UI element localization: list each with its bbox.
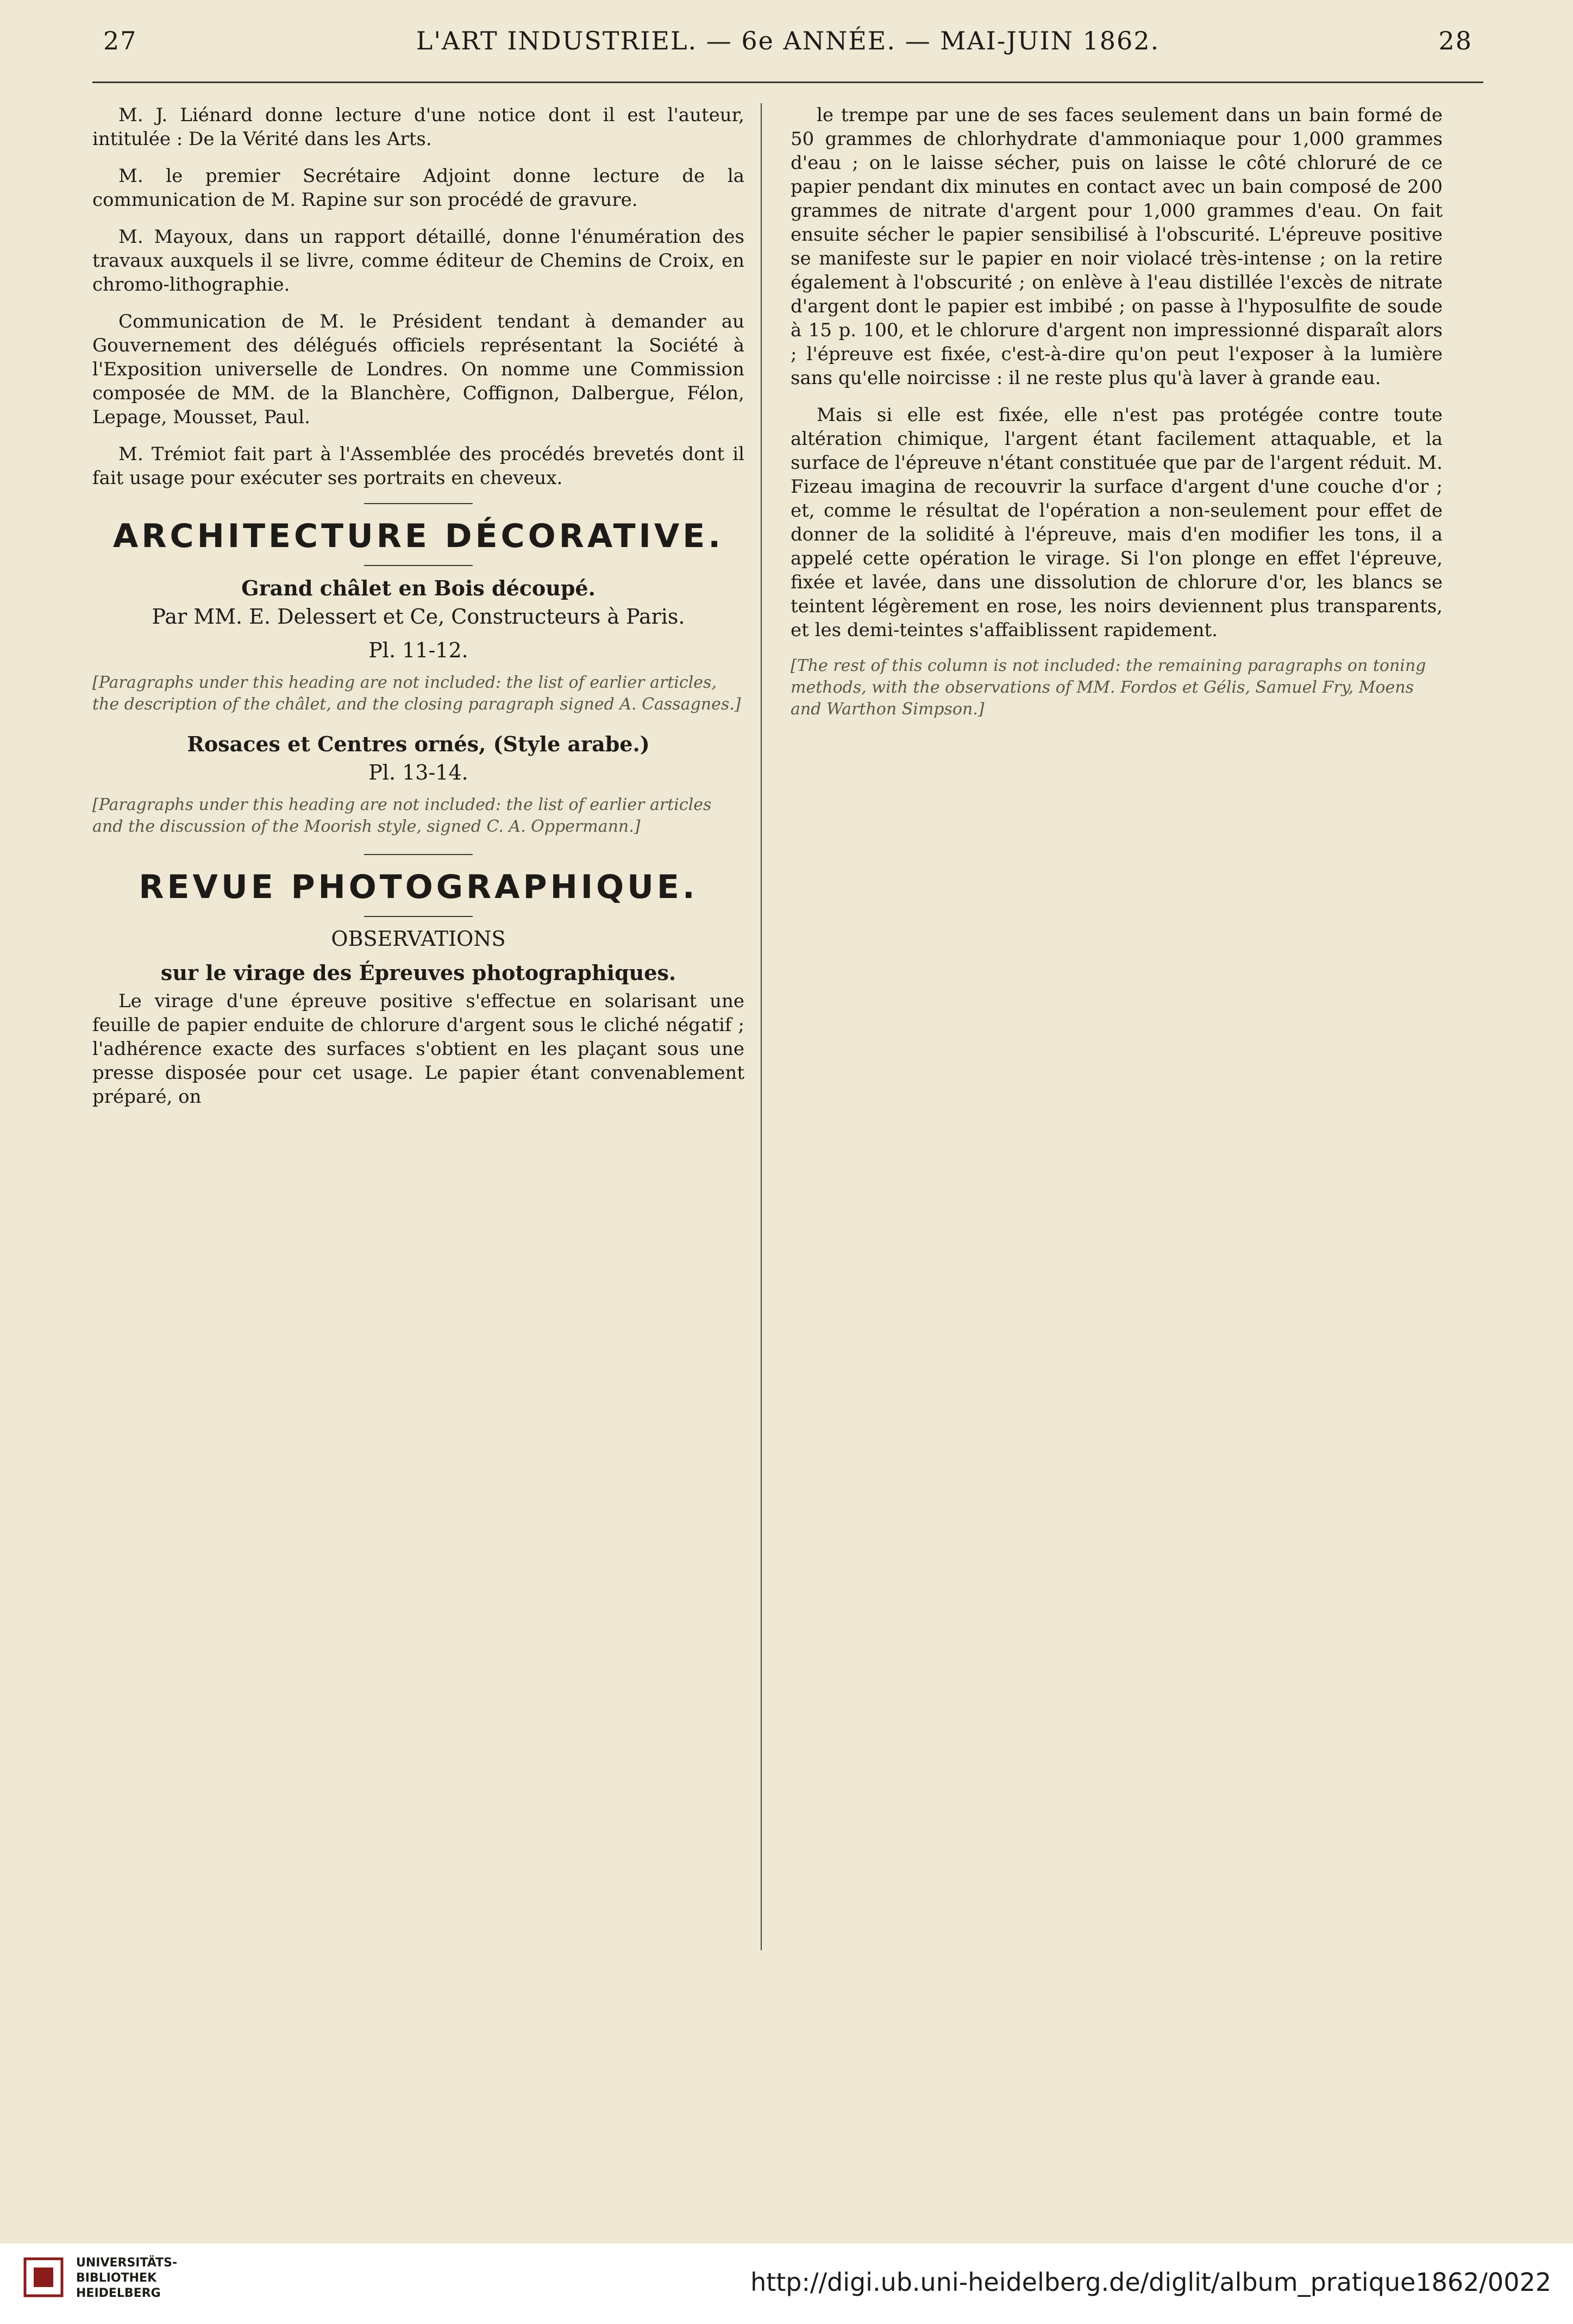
library-name-line: BIBLIOTHEK: [76, 2271, 157, 2285]
observations-label: OBSERVATIONS: [331, 927, 506, 951]
omitted-note: [Paragraphs under this heading are not included: the list of earlier articles and the discussion of the Moorish style, signed C. A. Oppermann.]: [92, 795, 712, 836]
paragraph: M. Mayoux, dans un rapport détaillé, donne l'énumération des travaux auxquels il se livre, comme éditeur de Chemins de Croix, en chromo-lithographie.: [92, 226, 744, 296]
divider: [364, 565, 473, 566]
article-heading: Grand châlet en Bois découpé.: [241, 576, 596, 600]
library-name: [76, 2256, 177, 2301]
library-name-line: HEIDELBERG: [76, 2287, 161, 2300]
paragraph: Le virage d'une épreuve positive s'effectue en solarisant une feuille de papier enduite de chlorure d'argent sous le cliché négatif ; l'adhérence exacte des surfaces s'obtient en les plaçant sous une presse disposée pour cet usage. Le papier étant convenablement préparé, on: [92, 990, 744, 1108]
right-column: [791, 103, 1443, 1950]
article-byline: Par MM. E. Delessert et Ce, Constructeurs à Paris.: [152, 605, 685, 629]
paragraph: Communication de M. le Président tendant à demander au Gouvernement des délégués officiels représentant la Société à l'Exposition universelle de Londres. On nomme une Commission composée de MM. de la Blanchère, Coffignon, Dalbergue, Félon, Lepage, Mousset, Paul.: [92, 311, 744, 428]
page-number-right: 28: [1438, 26, 1472, 55]
library-name-line: UNIVERSITÄTS-: [76, 2256, 178, 2270]
section-title-architecture: ARCHITECTURE DÉCORATIVE.: [112, 517, 724, 555]
section-title-revue: REVUE PHOTOGRAPHIQUE.: [139, 868, 698, 906]
source-url[interactable]: http://digi.ub.uni-heidelberg.de/diglit/album_pratique1862/0022: [750, 2268, 1551, 2297]
page-header: [92, 26, 1483, 75]
left-column: [92, 103, 744, 1950]
paragraph: Mais si elle est fixée, elle n'est pas protégée contre toute altération chimique, l'argent étant facilement attaquable, et la surface de l'épreuve n'étant constituée que par de l'argent réduit. M. Fizeau imagina de recouvrir la surface d'argent d'une couche d'or ; et, comme le résultat de l'opération a non-seulement pour effet de donner de la solidité à l'épreuve, mais d'en modifier les tons, il a appelé cette opération le virage. Si l'on plonge en effet l'épreuve, fixée et lavée, dans une dissolution de chlorure d'or, les blancs se teintent légèrement en rose, les noirs deviennent plus transparents, et les demi-teintes s'affaiblissent rapidement.: [791, 404, 1443, 641]
plate-reference: Pl. 13-14.: [368, 761, 468, 784]
paragraph: M. Trémiot fait part à l'Assemblée des procédés brevetés dont il fait usage pour exécuter ses portraits en cheveux.: [92, 443, 744, 489]
page-number-left: 27: [103, 26, 137, 55]
paragraph: M. le premier Secrétaire Adjoint donne lecture de la communication de M. Rapine sur son procédé de gravure.: [92, 165, 744, 211]
omitted-note: [Paragraphs under this heading are not included: the list of earlier articles, the description of the châlet, and the closing paragraph signed A. Cassagnes.]: [92, 673, 741, 714]
header-rule: [92, 81, 1483, 83]
paragraph: M. J. Liénard donne lecture d'une notice dont il est l'auteur, intitulée : De la Vérité dans les Arts.: [92, 104, 744, 150]
running-title: L'ART INDUSTRIEL. — 6e ANNÉE. — MAI-JUIN 1862.: [416, 26, 1160, 55]
column-divider: [761, 103, 762, 1950]
omitted-note: [The rest of this column is not included: the remaining paragraphs on toning methods, with the observations of MM. Fordos et Gélis, Samuel Fry, Moens and Warthon Simpson.]: [791, 656, 1426, 719]
section-divider: [364, 503, 473, 504]
divider: [364, 916, 473, 917]
section-divider: [364, 854, 473, 855]
article-heading: sur le virage des Épreuves photographiques.: [160, 960, 676, 985]
paragraph: le trempe par une de ses faces seulement dans un bain formé de 50 grammes de chlorhydrate d'ammoniaque pour 1,000 grammes d'eau ; on le laisse sécher, puis on laisse le côté chloruré de ce papier pendant dix minutes en contact avec un bain composé de 200 grammes de nitrate d'argent pour 1,000 grammes d'eau. On fait ensuite sécher le papier sensibilisé à l'obscurité. L'épreuve positive se manifeste sur le papier en noir violacé très-intense ; on la retire également à l'obscurité ; on enlève à l'eau distillée l'excès de nitrate d'argent dont le papier est imbibé ; on passe à l'hyposulfite de soude à 15 p. 100, et le chlorure d'argent non impressionné disparaît alors ; l'épreuve est fixée, c'est-à-dire qu'on peut l'exposer à la lumière sans qu'elle noircisse : il ne reste plus qu'à laver à grande eau.: [791, 104, 1443, 389]
library-footer: [0, 2244, 1573, 2324]
library-logo-icon: [22, 2256, 65, 2299]
plate-reference: Pl. 11-12.: [368, 638, 468, 662]
article-heading: Rosaces et Centres ornés, (Style arabe.): [187, 732, 650, 756]
